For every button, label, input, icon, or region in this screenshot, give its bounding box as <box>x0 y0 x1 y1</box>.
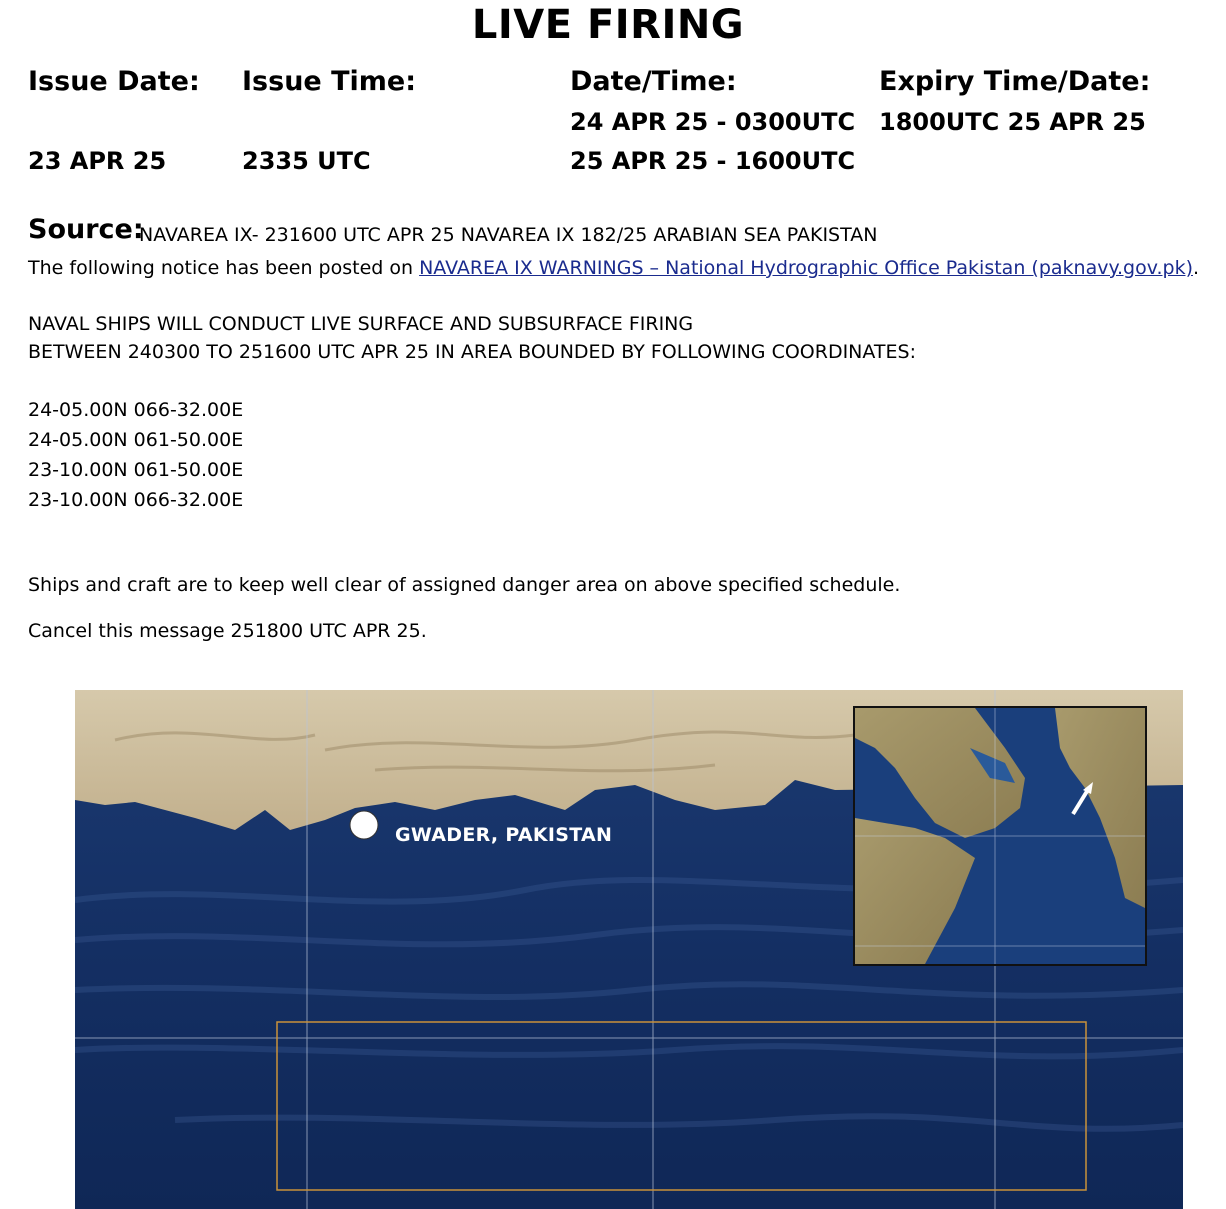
datetime-label: Date/Time: <box>570 66 737 97</box>
source-label: Source: <box>28 214 144 245</box>
source-text: NAVAREA IX- 231600 UTC APR 25 NAVAREA IX 182/25 ARABIAN SEA PAKISTAN <box>139 224 878 246</box>
issue-date-value: 23 APR 25 <box>28 147 167 175</box>
gwader-marker <box>350 811 378 839</box>
navarea-warnings-link[interactable]: NAVAREA IX WARNINGS – National Hydrographic Office Pakistan (paknavy.gov.pk) <box>419 257 1193 279</box>
notice-prefix: The following notice has been posted on <box>28 257 420 279</box>
notice-line <box>28 257 1199 279</box>
datetime-end: 25 APR 25 - 1600UTC <box>570 147 856 175</box>
inset-overview-map <box>853 706 1147 966</box>
warning-line-2: BETWEEN 240300 TO 251600 UTC APR 25 IN AREA BOUNDED BY FOLLOWING COORDINATES: <box>28 341 916 363</box>
issue-date-label: Issue Date: <box>28 66 200 97</box>
satellite-map <box>75 690 1183 1209</box>
issue-time-value: 2335 UTC <box>242 147 371 175</box>
coordinate-3: 23-10.00N 061-50.00E <box>28 459 244 481</box>
expiry-value: 1800UTC 25 APR 25 <box>879 108 1146 136</box>
coordinate-2: 24-05.00N 061-50.00E <box>28 429 244 451</box>
warning-line-1: NAVAL SHIPS WILL CONDUCT LIVE SURFACE AND SUBSURFACE FIRING <box>28 313 694 335</box>
expiry-label: Expiry Time/Date: <box>879 66 1151 97</box>
gwader-label: GWADER, PAKISTAN <box>395 824 613 846</box>
cancel-text: Cancel this message 251800 UTC APR 25. <box>28 620 427 642</box>
datetime-start: 24 APR 25 - 0300UTC <box>570 108 856 136</box>
page-title: LIVE FIRING <box>471 2 745 48</box>
coordinate-1: 24-05.00N 066-32.00E <box>28 399 244 421</box>
coordinate-4: 23-10.00N 066-32.00E <box>28 489 244 511</box>
inset-graphic <box>855 708 1145 964</box>
issue-time-label: Issue Time: <box>242 66 417 97</box>
notice-suffix: . <box>1193 257 1200 279</box>
keep-clear-text: Ships and craft are to keep well clear of assigned danger area on above specified schedule. <box>28 574 901 596</box>
